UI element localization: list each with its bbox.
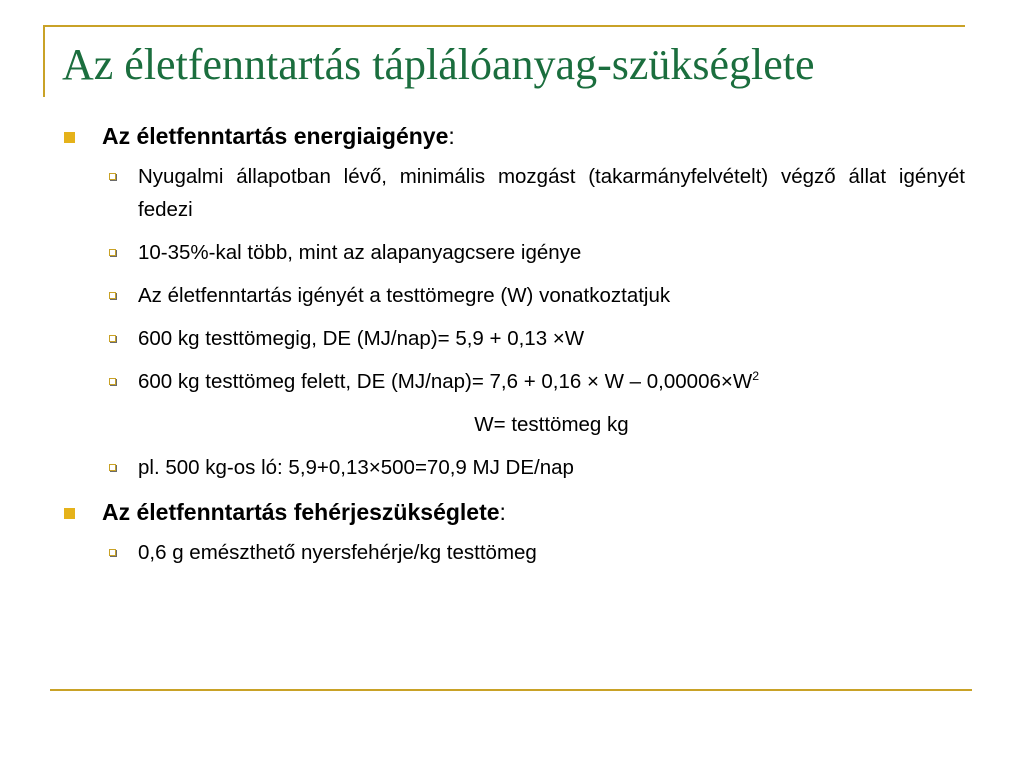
hollow-square-bullet-icon bbox=[109, 378, 116, 385]
hollow-square-bullet-icon bbox=[109, 292, 116, 299]
frame-bottom-line bbox=[50, 689, 972, 691]
list-item-formula bbox=[60, 365, 965, 398]
square-bullet-icon bbox=[64, 508, 75, 519]
hollow-square-bullet-icon bbox=[109, 549, 116, 556]
example-text: pl. 500 kg-os ló: 5,9+0,13×500=70,9 MJ DE/nap bbox=[138, 456, 574, 479]
list-item bbox=[60, 279, 965, 312]
list-item bbox=[60, 536, 965, 569]
square-bullet-icon bbox=[64, 132, 75, 143]
section-energy-heading bbox=[60, 118, 965, 154]
list-item bbox=[60, 236, 965, 269]
section-protein-colon: : bbox=[499, 499, 506, 525]
list-item bbox=[60, 322, 965, 355]
hollow-square-bullet-icon bbox=[109, 335, 116, 342]
variable-definition: W= testtömeg kg bbox=[474, 413, 629, 436]
list-item bbox=[60, 160, 965, 226]
section-energy-title: Az életfenntartás energiaigénye bbox=[102, 123, 449, 149]
section-energy-colon: : bbox=[448, 123, 455, 149]
hollow-square-bullet-icon bbox=[109, 173, 116, 180]
formula-text: 600 kg testtömeg felett, DE (MJ/nap)= 7,6 + 0,16 × W – 0,00006×W bbox=[138, 370, 753, 393]
section-protein-title: Az életfenntartás fehérjeszükséglete bbox=[102, 499, 500, 525]
frame-vertical-line bbox=[43, 25, 45, 97]
section-protein-heading bbox=[60, 494, 965, 530]
list-item-text: 0,6 g emészthető nyersfehérje/kg testtömeg bbox=[138, 541, 537, 564]
list-item-text: Nyugalmi állapotban lévő, minimális mozgást (takarmányfelvételt) végző állat igényét fedezi bbox=[138, 165, 965, 221]
hollow-square-bullet-icon bbox=[109, 464, 116, 471]
formula-exponent: 2 bbox=[752, 369, 760, 384]
list-item-text: Az életfenntartás igényét a testtömegre (W) vonatkoztatjuk bbox=[138, 284, 671, 307]
hollow-square-bullet-icon bbox=[109, 249, 116, 256]
list-item-text: 10-35%-kal több, mint az alapanyagcsere igénye bbox=[138, 241, 582, 264]
slide-title: Az életfenntartás táplálóanyag-szükséglete bbox=[62, 40, 815, 89]
list-item-example bbox=[60, 451, 965, 484]
list-item-text: 600 kg testtömegig, DE (MJ/nap)= 5,9 + 0,13 ×W bbox=[138, 327, 585, 350]
frame-top-line bbox=[43, 25, 965, 27]
slide-content bbox=[60, 118, 965, 579]
